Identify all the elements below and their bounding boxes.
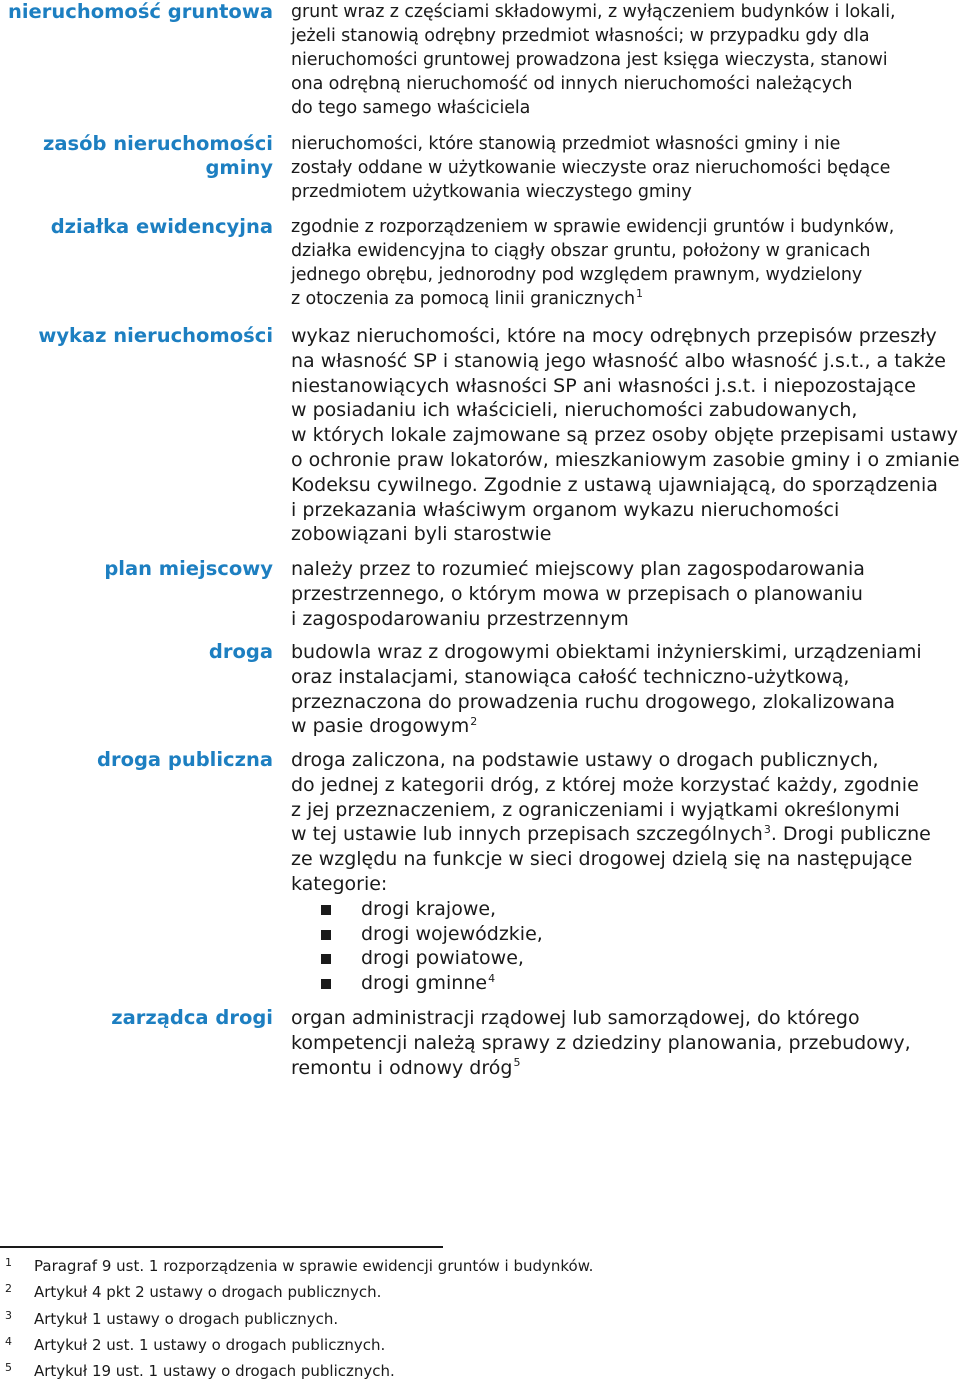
footnote-text: Artykuł 4 pkt 2 ustawy o drogach publicznych.: [34, 1283, 382, 1301]
term-wykaz-nieruchomosci: [0, 324, 273, 348]
list-item: [291, 922, 956, 947]
def-line: w posiadaniu ich właścicieli, nieruchomości zabudowanych,: [291, 399, 858, 422]
def-line-text: . Drogi publiczne: [770, 823, 931, 846]
list-item: [291, 946, 956, 971]
def-line: na własność SP i stanowią jego własność albo własność j.s.t., a także: [291, 349, 946, 372]
def-line: działka ewidencyjna to ciągły obszar gruntu, położony w granicach: [291, 241, 871, 261]
term-nieruchomosc-gruntowa: [0, 0, 273, 24]
def-line: nieruchomości, które stanowią przedmiot własności gminy i nie: [291, 134, 841, 154]
footnote-text: Artykuł 1 ustawy o drogach publicznych.: [34, 1310, 339, 1328]
term-plan-miejscowy: [0, 557, 273, 581]
square-bullet-icon: [321, 905, 331, 915]
square-bullet-icon: [321, 930, 331, 940]
term-text: droga: [208, 640, 273, 663]
footnote-number: 5: [5, 1361, 12, 1374]
definition: [291, 324, 960, 547]
def-line: o ochronie praw lokatorów, mieszkaniowym zasobie gminy i o zmianie: [291, 448, 960, 471]
def-line-text: w tej ustawie lub innych przepisach szczególnych: [291, 823, 763, 846]
list-item-label: drogi gminne: [361, 972, 488, 995]
term-text: zarządca drogi: [111, 1006, 273, 1029]
definition: [291, 748, 956, 996]
def-line: jednego obrębu, jednorodny pod względem prawnym, wydzielony: [291, 265, 863, 285]
definition: [291, 215, 956, 311]
footnote-ref[interactable]: 5: [513, 1056, 521, 1070]
def-line: w których lokale zajmowane są przez osoby objęte przepisami ustawy: [291, 424, 958, 447]
footnote-text: Artykuł 2 ust. 1 ustawy o drogach publicznych.: [34, 1336, 386, 1354]
def-line: [291, 1056, 956, 1081]
term-zarzadca-drogi: [0, 1006, 273, 1030]
footnote-text: Paragraf 9 ust. 1 rozporządzenia w sprawie ewidencji gruntów i budynków.: [34, 1257, 594, 1275]
def-line: [291, 287, 956, 311]
definition: [291, 557, 956, 631]
def-line: wykaz nieruchomości, które na mocy odrębnych przepisów przeszły: [291, 325, 937, 347]
def-line: Kodeksu cywilnego. Zgodnie z ustawą ujawniającą, do sporządzenia: [291, 473, 938, 496]
def-line-text: w pasie drogowym: [291, 715, 470, 738]
def-line: droga zaliczona, na podstawie ustawy o drogach publicznych,: [291, 749, 879, 771]
footnote-divider: [0, 1246, 443, 1248]
def-line: zostały oddane w użytkowanie wieczyste oraz nieruchomości będące: [291, 158, 891, 178]
def-line: grunt wraz z częściami składowymi, z wyłączeniem budynków i lokali,: [291, 2, 896, 22]
def-line: i zagospodarowaniu przestrzennym: [291, 607, 629, 630]
term-droga: [0, 640, 273, 664]
def-line: z jej przeznaczeniem, z ograniczeniami i wyjątkami określonymi: [291, 798, 900, 821]
term-dzialka-ewidencyjna: [0, 215, 273, 239]
road-category-list: [291, 897, 956, 996]
footnote-text: Artykuł 19 ust. 1 ustawy o drogach publicznych.: [34, 1362, 395, 1380]
term-zasob-nieruchomosci-gminy: [0, 132, 273, 180]
def-line: [291, 714, 956, 739]
definition: [291, 1006, 956, 1080]
square-bullet-icon: [321, 954, 331, 964]
term-text: plan miejscowy: [104, 557, 273, 580]
def-line: przeznaczona do prowadzenia ruchu drogowego, zlokalizowana: [291, 690, 896, 713]
def-line-text: z otoczenia za pomocą linii granicznych: [291, 289, 635, 309]
footnote-number: 4: [5, 1335, 12, 1348]
def-line: nieruchomości gruntowej prowadzona jest księga wieczysta, stanowi: [291, 50, 888, 70]
def-line: [291, 822, 956, 847]
def-line: kompetencji należą sprawy z dziedziny planowania, przebudowy,: [291, 1031, 911, 1054]
term-text: gminy: [205, 156, 273, 179]
square-bullet-icon: [321, 979, 331, 989]
list-item: [291, 971, 956, 996]
def-line: organ administracji rządowej lub samorządowej, do którego: [291, 1007, 860, 1029]
footnote-number: 3: [5, 1309, 12, 1322]
def-line: ze względu na funkcje w sieci drogowej dzielą się na następujące: [291, 848, 913, 871]
def-line: do tego samego właściciela: [291, 98, 531, 118]
footnote-ref[interactable]: 3: [763, 823, 771, 837]
def-line: należy przez to rozumieć miejscowy plan zagospodarowania: [291, 558, 865, 580]
term-droga-publiczna: [0, 748, 273, 772]
term-text: wykaz nieruchomości: [38, 324, 273, 347]
def-line: przedmiotem użytkowania wieczystego gminy: [291, 182, 692, 202]
definition: [291, 132, 956, 204]
def-line: niestanowiących własności SP ani własności j.s.t. i niepozostające: [291, 374, 916, 397]
definition: [291, 0, 956, 120]
def-line-text: remontu i odnowy dróg: [291, 1056, 513, 1079]
def-line: oraz instalacjami, stanowiąca całość techniczno-użytkową,: [291, 665, 850, 688]
def-line: zgodnie z rozporządzeniem w sprawie ewidencji gruntów i budynków,: [291, 217, 895, 237]
def-line: jeżeli stanowią odrębny przedmiot własności; w przypadku gdy dla: [291, 26, 870, 46]
term-text: zasób nieruchomości: [43, 132, 273, 155]
definition: [291, 640, 956, 739]
def-line: i przekazania właściwym organom wykazu nieruchomości: [291, 498, 840, 521]
footnote-number: 1: [5, 1256, 12, 1269]
def-line: przestrzennego, o którym mowa w przepisach o planowaniu: [291, 582, 863, 605]
term-text: droga publiczna: [97, 748, 273, 771]
def-line: budowla wraz z drogowymi obiektami inżynierskimi, urządzeniami: [291, 641, 922, 663]
footnote-number: 2: [5, 1282, 12, 1295]
term-text: nieruchomość gruntowa: [7, 0, 273, 23]
list-item: [291, 897, 956, 922]
def-line: ona odrębną nieruchomość od innych nieruchomości należących: [291, 74, 853, 94]
list-item-label: drogi powiatowe,: [361, 947, 524, 970]
def-line: do jednej z kategorii dróg, z której może korzystać każdy, zgodnie: [291, 773, 919, 796]
list-item-label: drogi wojewódzkie,: [361, 922, 543, 945]
footnote-ref[interactable]: 4: [488, 971, 496, 985]
def-line: kategorie:: [291, 872, 388, 895]
term-text: działka ewidencyjna: [50, 215, 273, 238]
footnote-ref[interactable]: 1: [635, 287, 643, 301]
def-line: zobowiązani byli starostwie: [291, 523, 552, 546]
list-item-label: drogi krajowe,: [361, 897, 497, 920]
footnote-ref[interactable]: 2: [470, 715, 478, 729]
